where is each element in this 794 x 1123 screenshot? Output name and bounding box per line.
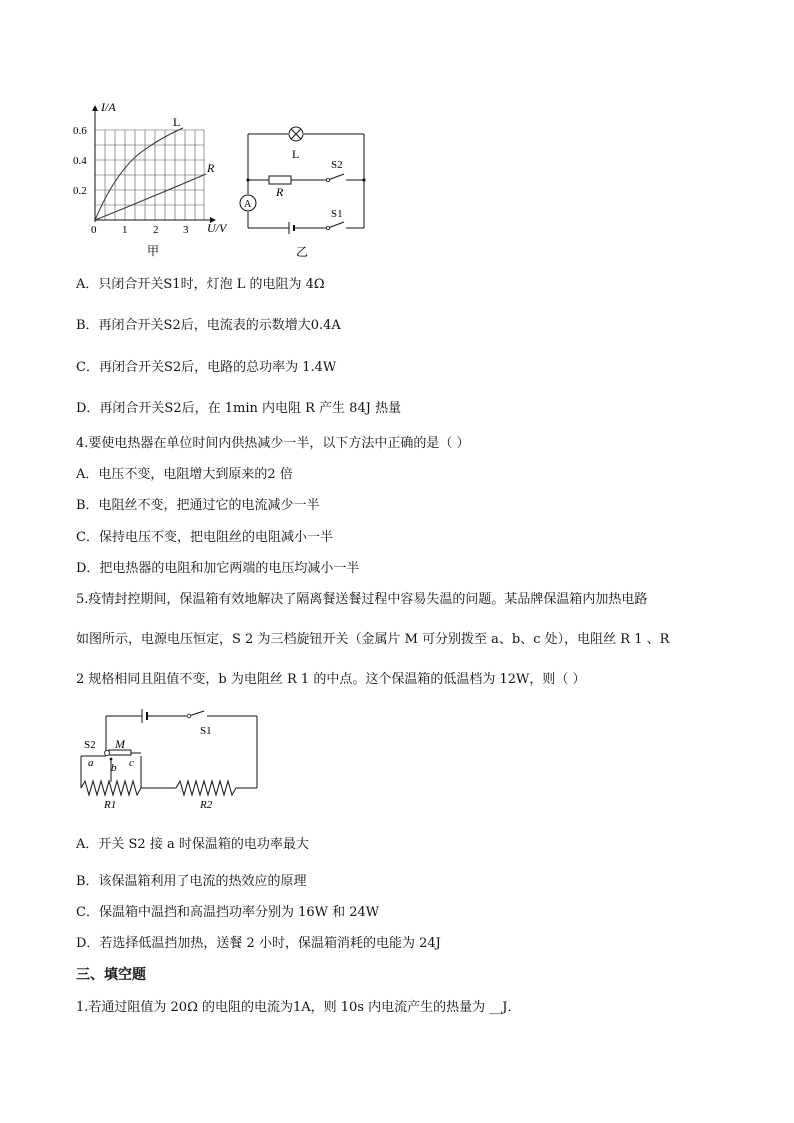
curve-L bbox=[95, 128, 183, 220]
circuit-q5 bbox=[76, 704, 266, 814]
q5-option-a: A．开关 S2 接 a 时保温箱的电功率最大 bbox=[76, 837, 309, 852]
figure-caption-yi: 乙 bbox=[296, 245, 309, 259]
resistor-label: R bbox=[276, 185, 284, 199]
m-label: M bbox=[115, 737, 125, 751]
q3-option-b: B．再闭合开关S2后，电流表的示数增大0.4A bbox=[76, 318, 341, 333]
s1-label: S1 bbox=[200, 725, 212, 737]
a-label: a bbox=[88, 757, 94, 769]
s2-label: S2 bbox=[84, 739, 96, 751]
x-tick: 0 bbox=[91, 224, 97, 236]
lamp-label: L bbox=[292, 147, 300, 161]
curve-L-label: L bbox=[173, 115, 181, 129]
x-tick: 2 bbox=[153, 224, 159, 236]
y-axis-label: I/A bbox=[101, 100, 116, 114]
fill-question-1: 1.若通过阻值为 20Ω 的电阻的电流为1A，则 10s 内电流产生的热量为 __J． bbox=[76, 1000, 521, 1015]
x-tick: 3 bbox=[183, 224, 189, 236]
switch1-label: S1 bbox=[331, 208, 343, 220]
q5-option-d: D．若选择低温挡加热，送餐 2 小时，保温箱消耗的电能为 24J bbox=[76, 936, 441, 951]
resistor-R2 bbox=[176, 781, 236, 795]
iu-graph bbox=[70, 98, 230, 260]
switch2-label: S2 bbox=[331, 159, 343, 171]
q5-option-c: C．保温箱中温挡和高温挡功率分别为 16W 和 24W bbox=[76, 905, 380, 920]
section-heading: 三、填空题 bbox=[76, 967, 146, 983]
figure-caption-jia: 甲 bbox=[147, 244, 160, 258]
graph-grid bbox=[95, 130, 204, 220]
r2-label: R2 bbox=[200, 799, 213, 811]
q5-stem-line2: 如图所示，电源电压恒定，S 2 为三档旋钮开关（金属片 M 可分别拨至 a、b、c 处），电阻丝 R 1 、R bbox=[76, 632, 670, 647]
b-label: b bbox=[111, 762, 117, 774]
x-axis-label: U/V bbox=[207, 221, 227, 235]
q4-option-a: A．电压不变，电阻增大到原来的2 倍 bbox=[76, 467, 293, 482]
ammeter-label: A bbox=[244, 199, 252, 210]
circuit-yi bbox=[236, 122, 372, 262]
r1-label: R1 bbox=[104, 799, 117, 811]
q3-option-c: C．再闭合开关S2后，电路的总功率为 1.4W bbox=[76, 360, 337, 375]
resistor-R bbox=[269, 176, 291, 184]
x-tick: 1 bbox=[122, 224, 128, 236]
y-tick: 0.4 bbox=[73, 155, 87, 167]
y-tick: 0.2 bbox=[73, 185, 87, 197]
q5-option-b: B．该保温箱利用了电流的热效应的原理 bbox=[76, 874, 307, 889]
curve-R-label: R bbox=[207, 161, 215, 175]
q4-option-d: D．把电热器的电阻和加它两端的电压均减小一半 bbox=[76, 561, 360, 576]
q4-option-b: B．电阻丝不变，把通过它的电流减少一半 bbox=[76, 498, 320, 513]
q5-stem-line1: 5.疫情封控期间，保温箱有效地解决了隔离餐送餐过程中容易失温的问题。某品牌保温箱内加热电路 bbox=[76, 592, 648, 607]
q3-option-a: A．只闭合开关S1时，灯泡 L 的电阻为 4Ω bbox=[76, 277, 325, 292]
q5-stem-line3: 2 规格相同且阻值不变，b 为电阻丝 R 1 的中点。这个保温箱的低温档为 12W，则（ ） bbox=[76, 672, 586, 687]
q4-stem: 4.要使电热器在单位时间内供热减少一半，以下方法中正确的是（ ） bbox=[76, 436, 470, 451]
resistor-R1 bbox=[81, 781, 141, 795]
curve-R bbox=[95, 174, 206, 220]
y-tick: 0.6 bbox=[73, 125, 87, 137]
c-label: c bbox=[129, 757, 134, 769]
q4-option-c: C．保持电压不变，把电阻丝的电阻减小一半 bbox=[76, 530, 333, 545]
q3-option-d: D．再闭合开关S2后，在 1min 内电阻 R 产生 84J 热量 bbox=[76, 401, 402, 416]
